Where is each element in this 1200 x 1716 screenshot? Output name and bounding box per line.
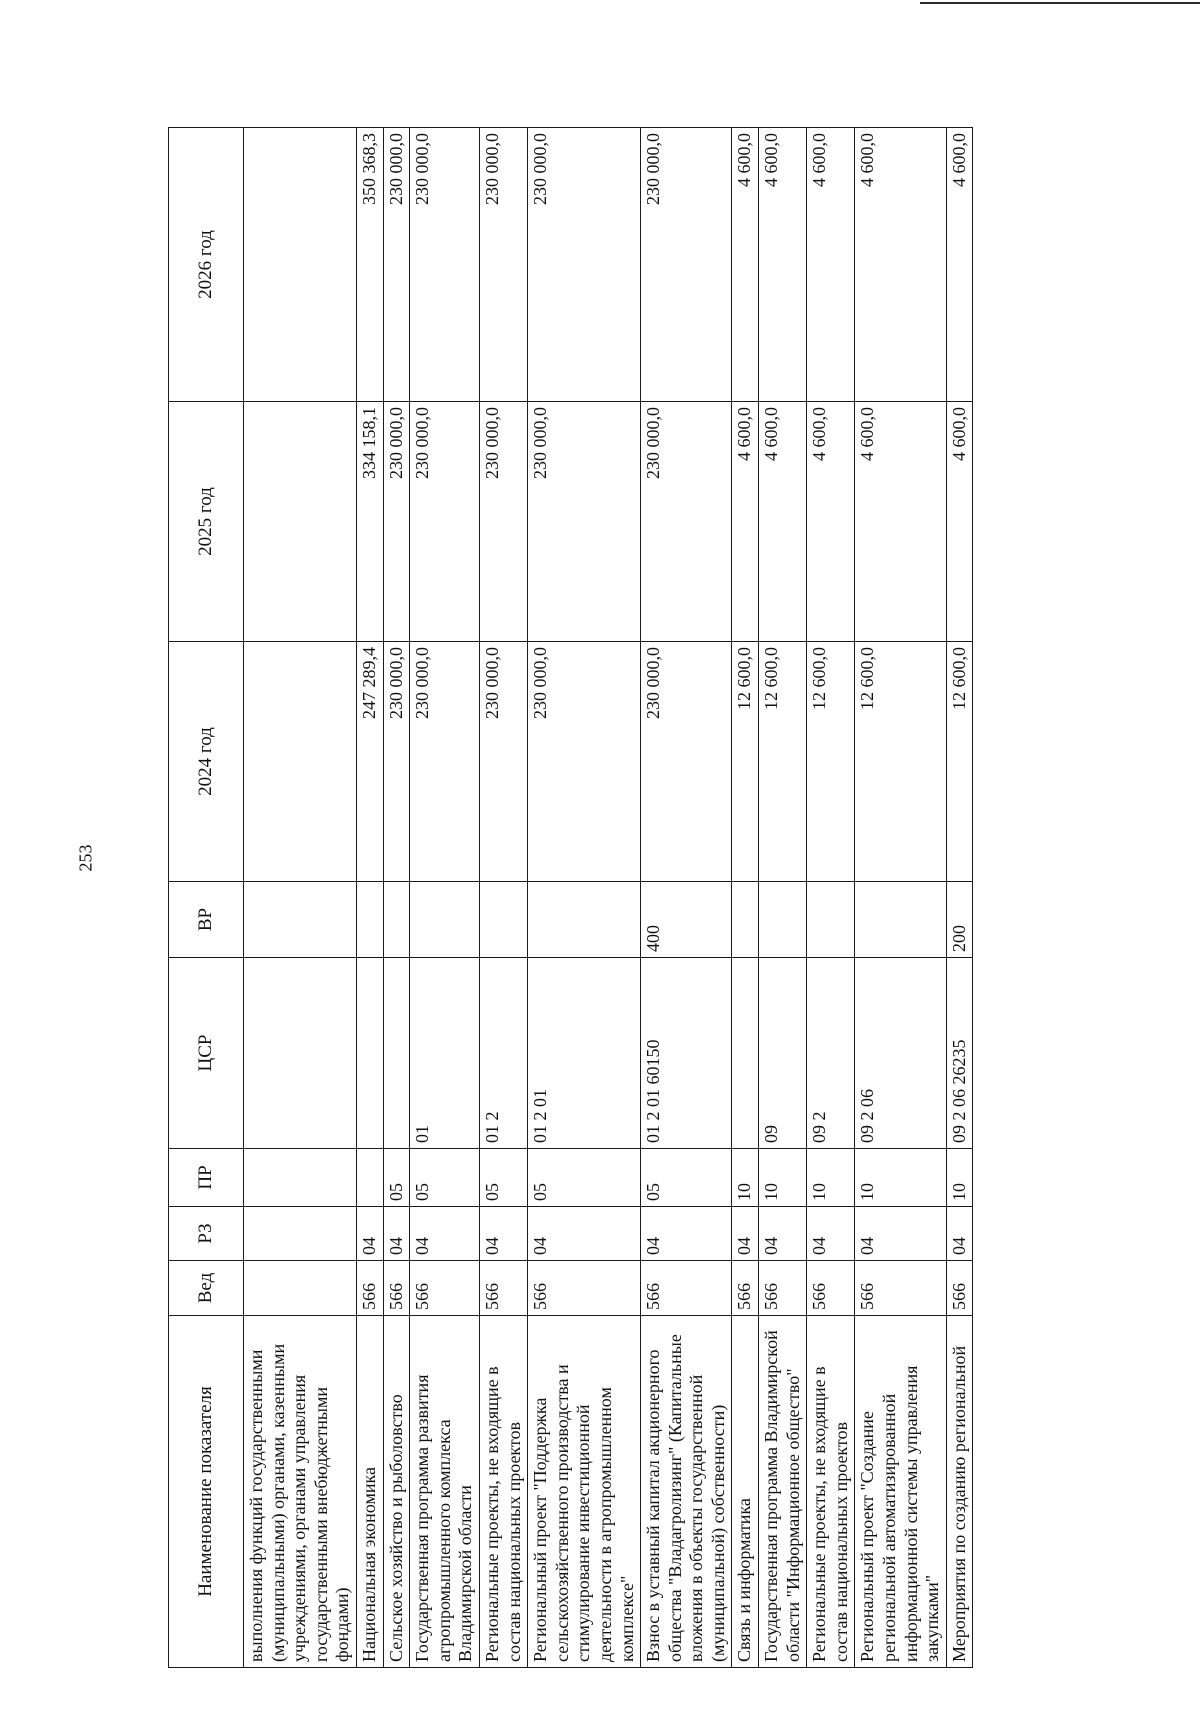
cell-vr <box>356 882 383 958</box>
cell-ved: 566 <box>479 1261 527 1316</box>
cell-pr: 05 <box>641 1149 732 1207</box>
cell-2024: 230 000,0 <box>410 642 480 882</box>
header-2026: 2026 год <box>169 128 244 402</box>
header-csr: ЦСР <box>169 958 244 1149</box>
cell-vr <box>855 882 946 958</box>
cell-2025: 4 600,0 <box>732 402 759 642</box>
cell-2024: 12 600,0 <box>732 642 759 882</box>
cell-2025: 4 600,0 <box>807 402 855 642</box>
cell-2025: 230 000,0 <box>528 402 641 642</box>
cell-pr <box>244 1149 357 1207</box>
cell-name: Государственная программа развития агропромышленного комплекса Владимирской области <box>410 1316 480 1668</box>
cell-vr <box>759 882 807 958</box>
cell-csr: 01 <box>410 958 480 1149</box>
cell-rz: 04 <box>759 1207 807 1261</box>
cell-2026 <box>244 128 357 402</box>
cell-csr <box>244 958 357 1149</box>
cell-name: Региональный проект "Создание региональной автоматизированной информационной системы управления закупками" <box>855 1316 946 1668</box>
table-row <box>807 128 855 1668</box>
cell-vr <box>807 882 855 958</box>
cell-csr <box>732 958 759 1149</box>
header-name: Наименование показателя <box>169 1316 244 1668</box>
cell-2026: 350 368,3 <box>356 128 383 402</box>
header-2025: 2025 год <box>169 402 244 642</box>
cell-pr: 10 <box>855 1149 946 1207</box>
cell-ved: 566 <box>383 1261 410 1316</box>
cell-2026: 230 000,0 <box>410 128 480 402</box>
cell-name: Мероприятия по созданию региональной <box>946 1316 973 1668</box>
cell-rz: 04 <box>383 1207 410 1261</box>
cell-rz: 04 <box>946 1207 973 1261</box>
cell-2024: 230 000,0 <box>479 642 527 882</box>
page-number: 253 <box>75 844 96 872</box>
cell-2024: 230 000,0 <box>641 642 732 882</box>
header-vr: ВР <box>169 882 244 958</box>
cell-ved <box>244 1261 357 1316</box>
cell-2024 <box>244 642 357 882</box>
cell-pr: 05 <box>479 1149 527 1207</box>
header-rz: РЗ <box>169 1207 244 1261</box>
cell-2025: 230 000,0 <box>479 402 527 642</box>
cell-pr: 10 <box>732 1149 759 1207</box>
cell-2025: 4 600,0 <box>855 402 946 642</box>
cell-rz: 04 <box>356 1207 383 1261</box>
cell-csr: 09 2 06 26235 <box>946 958 973 1149</box>
table-row <box>528 128 641 1668</box>
table-row <box>383 128 410 1668</box>
cell-ved: 566 <box>946 1261 973 1316</box>
cell-2024: 230 000,0 <box>383 642 410 882</box>
header-pr: ПР <box>169 1149 244 1207</box>
cell-name: Государственная программа Владимирской области "Информационное общество" <box>759 1316 807 1668</box>
cell-pr: 05 <box>528 1149 641 1207</box>
table-row <box>244 128 357 1668</box>
cell-2024: 12 600,0 <box>759 642 807 882</box>
cell-name: Взнос в уставный капитал акционерного общества "Владагролизинг" (Капитальные вложения в объекты государственной (муниципальной) собственности) <box>641 1316 732 1668</box>
cell-ved: 566 <box>732 1261 759 1316</box>
cell-2026: 4 600,0 <box>732 128 759 402</box>
cell-name: Национальная экономика <box>356 1316 383 1668</box>
cell-name: Сельское хозяйство и рыболовство <box>383 1316 410 1668</box>
cell-2026: 230 000,0 <box>528 128 641 402</box>
cell-2026: 4 600,0 <box>807 128 855 402</box>
cell-ved: 566 <box>855 1261 946 1316</box>
table-row <box>732 128 759 1668</box>
cell-rz <box>244 1207 357 1261</box>
cell-2025: 4 600,0 <box>946 402 973 642</box>
cell-2026: 230 000,0 <box>641 128 732 402</box>
cell-ved: 566 <box>528 1261 641 1316</box>
cell-vr <box>732 882 759 958</box>
scan-edge-line <box>920 2 1200 4</box>
cell-vr <box>479 882 527 958</box>
cell-2026: 4 600,0 <box>946 128 973 402</box>
cell-ved: 566 <box>759 1261 807 1316</box>
cell-name: выполнения функций государственными (муниципальными) органами, казенными учреждениями, органами управления государственными внебюджетными фондами) <box>244 1316 357 1668</box>
cell-2024: 247 289,4 <box>356 642 383 882</box>
cell-pr: 10 <box>946 1149 973 1207</box>
budget-table-rotated <box>168 128 1168 1668</box>
cell-2026: 4 600,0 <box>759 128 807 402</box>
cell-ved: 566 <box>410 1261 480 1316</box>
header-2024: 2024 год <box>169 642 244 882</box>
cell-csr <box>356 958 383 1149</box>
cell-2024: 12 600,0 <box>946 642 973 882</box>
cell-2025: 230 000,0 <box>641 402 732 642</box>
cell-rz: 04 <box>528 1207 641 1261</box>
cell-2024: 12 600,0 <box>855 642 946 882</box>
cell-ved: 566 <box>356 1261 383 1316</box>
table-row <box>759 128 807 1668</box>
cell-csr: 01 2 <box>479 958 527 1149</box>
cell-2024: 230 000,0 <box>528 642 641 882</box>
cell-2026: 230 000,0 <box>383 128 410 402</box>
cell-csr: 01 2 01 60150 <box>641 958 732 1149</box>
budget-table-container <box>168 128 1168 1668</box>
cell-name: Связь и информатика <box>732 1316 759 1668</box>
cell-name: Региональные проекты, не входящие в состав национальных проектов <box>479 1316 527 1668</box>
budget-allocation-table <box>168 127 973 1668</box>
cell-2026: 230 000,0 <box>479 128 527 402</box>
table-row <box>410 128 480 1668</box>
cell-rz: 04 <box>807 1207 855 1261</box>
cell-vr <box>528 882 641 958</box>
cell-rz: 04 <box>410 1207 480 1261</box>
cell-pr <box>356 1149 383 1207</box>
cell-rz: 04 <box>732 1207 759 1261</box>
cell-vr: 200 <box>946 882 973 958</box>
cell-2025: 230 000,0 <box>383 402 410 642</box>
table-row <box>641 128 732 1668</box>
table-row <box>356 128 383 1668</box>
cell-2025: 4 600,0 <box>759 402 807 642</box>
cell-rz: 04 <box>479 1207 527 1261</box>
cell-pr: 10 <box>759 1149 807 1207</box>
cell-csr: 09 2 06 <box>855 958 946 1149</box>
cell-rz: 04 <box>855 1207 946 1261</box>
cell-csr: 09 <box>759 958 807 1149</box>
cell-rz: 04 <box>641 1207 732 1261</box>
table-row <box>855 128 946 1668</box>
table-row <box>946 128 973 1668</box>
cell-vr <box>244 882 357 958</box>
cell-name: Региональные проекты, не входящие в состав национальных проектов <box>807 1316 855 1668</box>
cell-ved: 566 <box>641 1261 732 1316</box>
cell-ved: 566 <box>807 1261 855 1316</box>
cell-pr: 05 <box>383 1149 410 1207</box>
table-row <box>479 128 527 1668</box>
cell-csr: 01 2 01 <box>528 958 641 1149</box>
cell-vr <box>410 882 480 958</box>
cell-pr: 05 <box>410 1149 480 1207</box>
cell-vr <box>383 882 410 958</box>
cell-2025 <box>244 402 357 642</box>
cell-pr: 10 <box>807 1149 855 1207</box>
cell-2024: 12 600,0 <box>807 642 855 882</box>
cell-name: Региональный проект "Поддержка сельскохозяйственного производства и стимулирование инвестиционной деятельности в агропромышленном комплексе" <box>528 1316 641 1668</box>
cell-vr: 400 <box>641 882 732 958</box>
cell-2025: 334 158,1 <box>356 402 383 642</box>
table-header-row <box>169 128 244 1668</box>
cell-2025: 230 000,0 <box>410 402 480 642</box>
cell-csr <box>383 958 410 1149</box>
cell-2026: 4 600,0 <box>855 128 946 402</box>
header-ved: Вед <box>169 1261 244 1316</box>
cell-csr: 09 2 <box>807 958 855 1149</box>
